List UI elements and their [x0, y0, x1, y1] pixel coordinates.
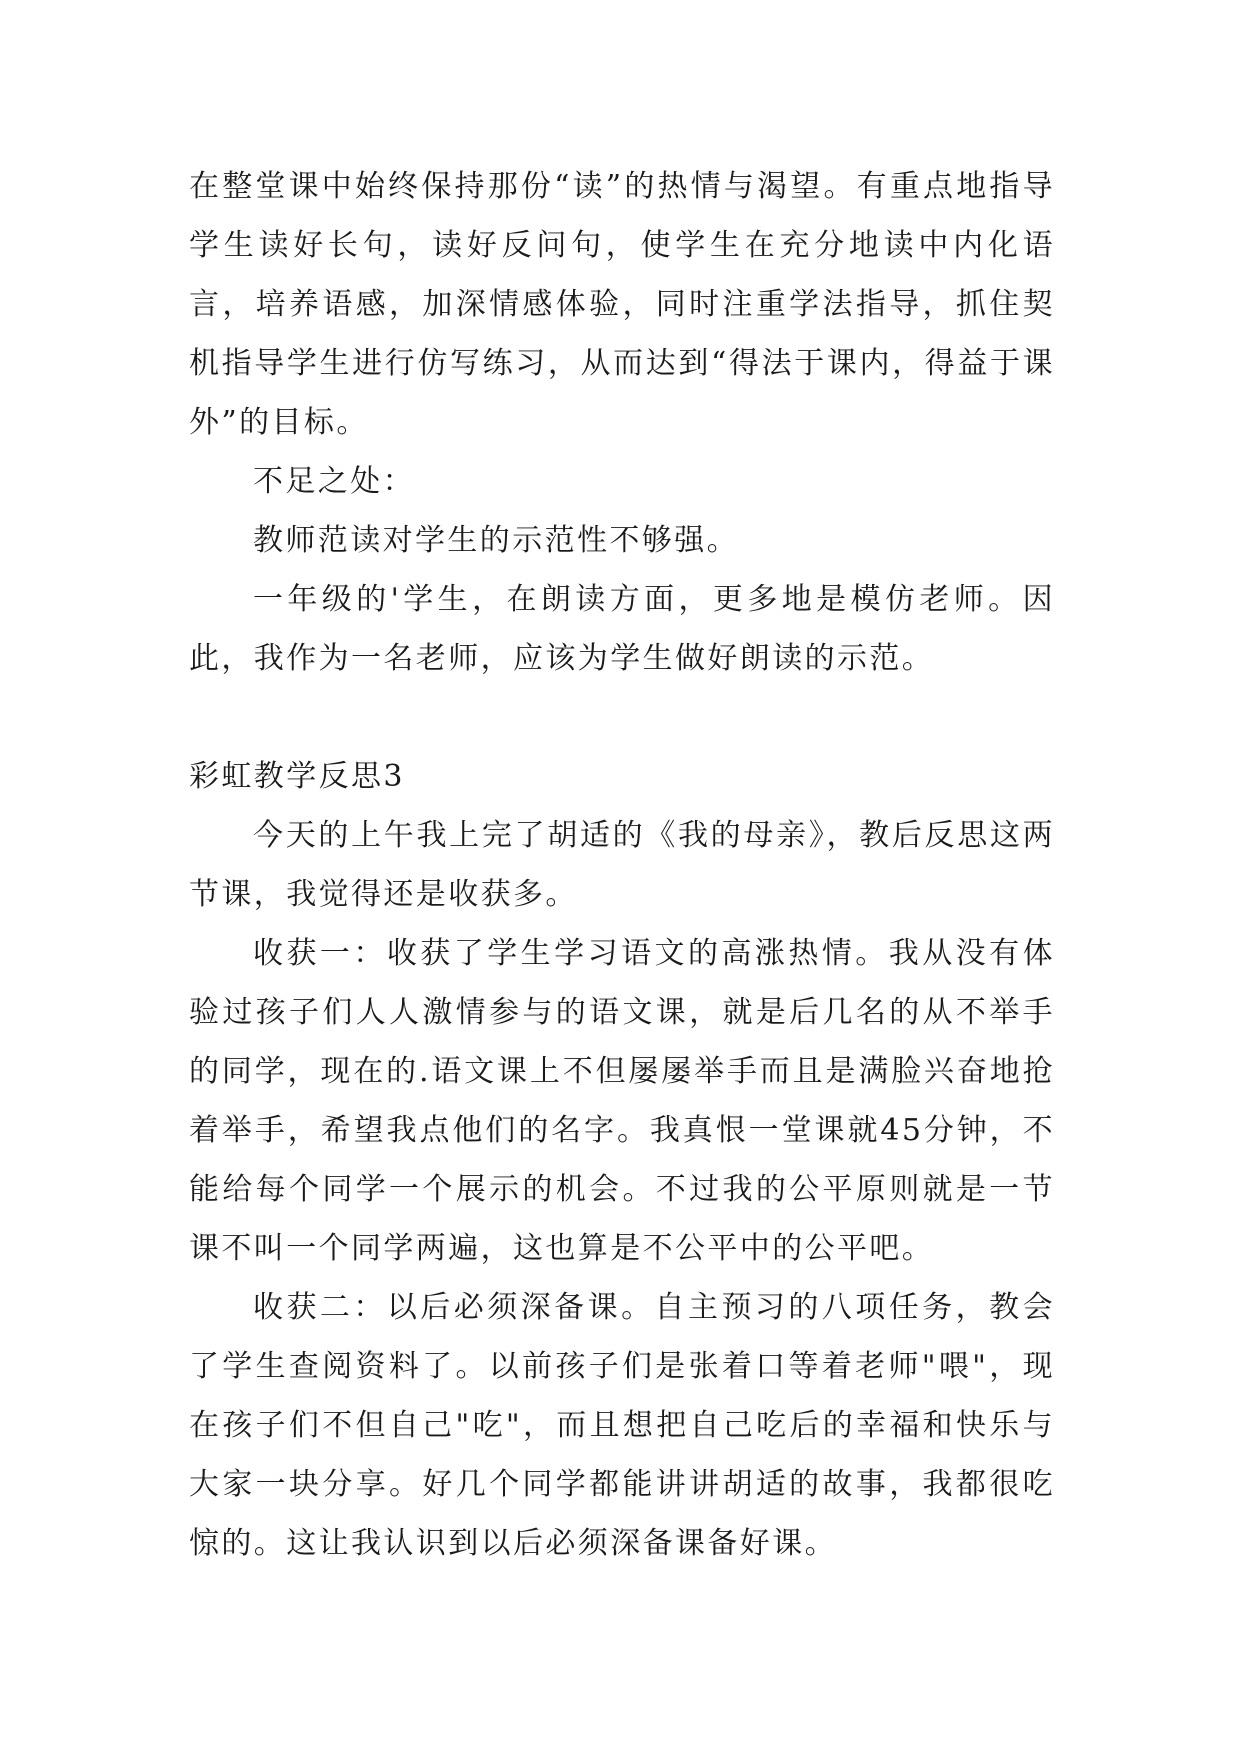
section-title: 彩虹教学反思3: [189, 759, 405, 794]
paragraph-first-grade: 一年级的'学生，在朗读方面，更多地是模仿老师。因此，我作为一名老师，应该为学生做好朗读的示范。: [189, 582, 1055, 676]
paragraph-shortcomings-label: 不足之处：: [253, 464, 415, 499]
paragraph-shortcoming-detail: 教师范读对学生的示范性不够强。: [253, 523, 739, 558]
paragraph-gain-two: 收获二：以后必须深备课。自主预习的八项任务，教会了学生查阅资料了。以前孩子们是张着口等着老师"喂"，现在孩子们不但自己"吃"，而且想把自己吃后的幸福和快乐与大家一块分享。好几个同学都能讲讲胡适的故事，我都很吃惊的。这让我认识到以后必须深备课备好课。: [189, 1290, 1055, 1561]
paragraph-gain-one: 收获一：收获了学生学习语文的高涨热情。我从没有体验过孩子们人人激情参与的语文课，就是后几名的从不举手的同学，现在的.语文课上不但屡屡举手而且是满脸兴奋地抢着举手，希望我点他们的名字。我真恨一堂课就45分钟，不能给每个同学一个展示的机会。不过我的公平原则就是一节课不叫一个同学两遍，这也算是不公平中的公平吧。: [189, 936, 1055, 1266]
document-body: [189, 157, 1055, 1573]
paragraph-continuation: 在整堂课中始终保持那份“读”的热情与渴望。有重点地指导学生读好长句，读好反问句，使学生在充分地读中内化语言，培养语感，加深情感体验，同时注重学法指导，抓住契机指导学生进行仿写练习，从而达到“得法于课内，得益于课外”的目标。: [189, 169, 1055, 440]
paragraph-intro: 今天的上午我上完了胡适的《我的母亲》，教后反思这两节课，我觉得还是收获多。: [189, 818, 1055, 912]
